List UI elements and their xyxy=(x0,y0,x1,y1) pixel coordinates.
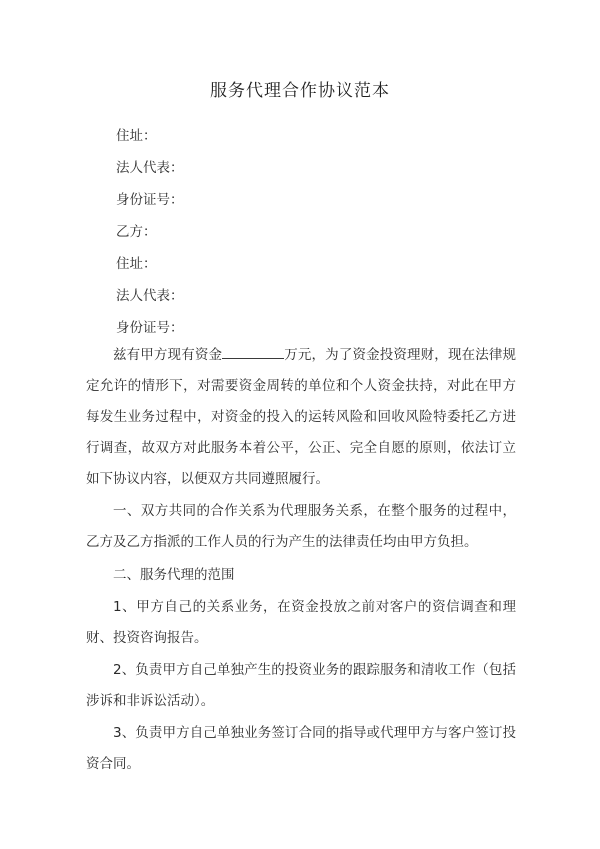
party-b-field: 乙方： xyxy=(116,224,157,240)
amount-blank xyxy=(222,344,284,359)
clause-2-item-2 xyxy=(86,655,516,717)
clause-2-item-3-text: 3、负责甲方自己单独业务签订合同的指导或代理甲方与客户签订投资合同。 xyxy=(86,725,516,772)
clause-2-heading-text: 二、服务代理的范围 xyxy=(113,567,235,583)
party-a-legal-rep-field: 法人代表： xyxy=(116,160,184,176)
party-b-legal-rep-field: 法人代表： xyxy=(116,288,184,304)
intro-paragraph xyxy=(86,340,516,495)
clause-1-paragraph xyxy=(86,496,516,558)
party-b-id-number-field: 身份证号： xyxy=(116,320,184,336)
party-b-address-field: 住址： xyxy=(116,256,157,272)
clause-2-heading xyxy=(86,560,516,591)
clause-2-item-3 xyxy=(86,718,516,780)
party-a-id-number-field: 身份证号： xyxy=(116,192,184,208)
clause-2-item-2-text: 2、负责甲方自己单独产生的投资业务的跟踪服务和清收工作（包括涉诉和非诉讼活动）。 xyxy=(86,662,516,709)
party-a-address-field: 住址： xyxy=(116,128,157,144)
intro-text-start: 兹有甲方现有资金 xyxy=(113,347,223,363)
clause-1-text: 一、双方共同的合作关系为代理服务关系，在整个服务的过程中，乙方及乙方指派的工作人员的行为产生的法律责任均由甲方负担。 xyxy=(86,503,516,550)
intro-text-rest: 万元，为了资金投资理财，现在法律规定允许的情形下，对需要资金周转的单位和个人资金扶持，对此在甲方每发生业务过程中，对资金的投入的运转风险和回收风险特委托乙方进行调查，故双方对此服务本着公平，公正、完全自愿的原则，依法订立如下协议内容，以便双方共同遵照履行。 xyxy=(86,347,517,487)
clause-2-item-1-text: 1、甲方自己的关系业务，在资金投放之前对客户的资信调查和理财、投资咨询报告。 xyxy=(86,599,516,646)
document-title: 服务代理合作协议范本 xyxy=(210,81,390,101)
clause-2-item-1 xyxy=(86,592,516,654)
